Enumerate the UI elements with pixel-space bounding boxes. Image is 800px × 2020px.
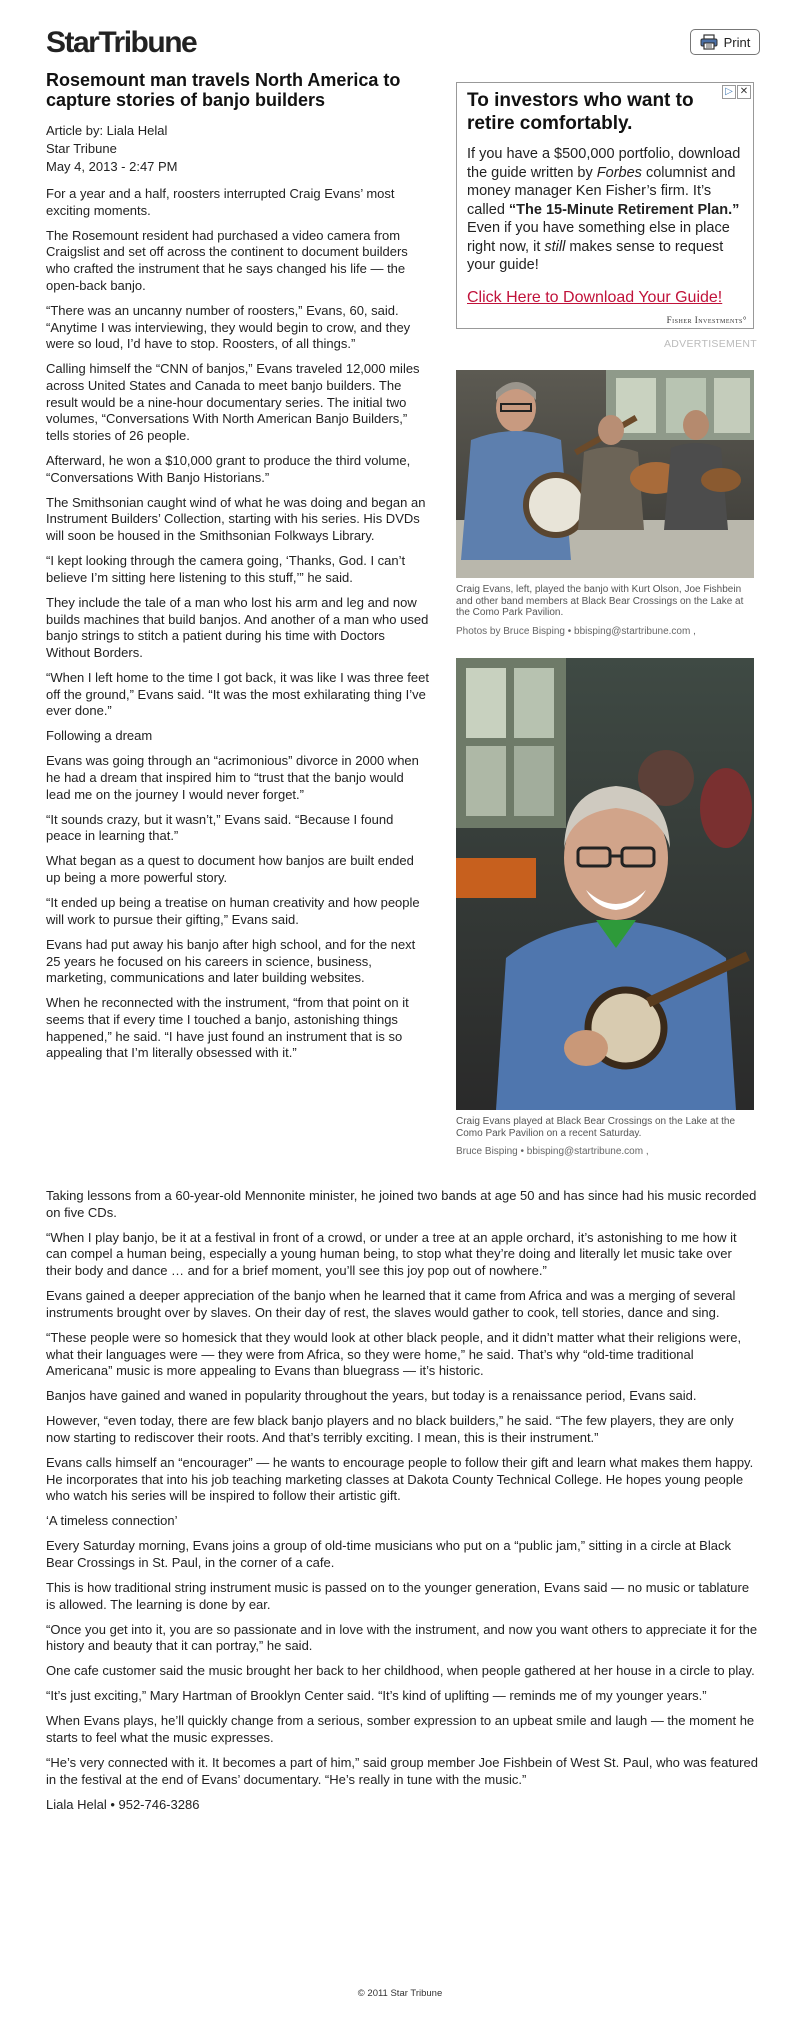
article-headline: Rosemount man travels North America to capture stories of banjo builders xyxy=(46,70,401,110)
ad-body-text: columnist and money manager Ken Fisher’s firm. It’s called xyxy=(467,164,736,218)
article-paragraph: “It sounds crazy, but it wasn’t,” Evans said. “Because I found peace in learning that.” xyxy=(46,811,394,844)
startribune-logo[interactable]: StarTribune xyxy=(46,26,197,59)
byline xyxy=(46,122,178,176)
close-icon[interactable]: ✕ xyxy=(737,85,751,99)
article-paragraph: When he reconnected with the instrument, “from that point on it seems that if every time I touched a banjo, astonishing things happened,” he said. “I have just found an instrument that is so appealing that I’m literally obsessed with it.” xyxy=(46,995,409,1061)
ad-info-icon[interactable]: ▷ xyxy=(722,85,736,99)
article-paragraph: Banjos have gained and waned in popularity throughout the years, but today is a renaissance period, Evans said. xyxy=(46,1388,697,1404)
footer-copyright: © 2011 Star Tribune xyxy=(357,1988,443,1999)
ad-body-text: Even if you have something else in place right now, it xyxy=(467,220,730,255)
article-paragraph: “I kept looking through the camera going, ‘Thanks, God. I can’t believe I’m sitting here listening to this stuff,’” he said. xyxy=(46,553,406,585)
article-body-full xyxy=(46,1188,758,1822)
article-paragraph: Calling himself the “CNN of banjos,” Evans traveled 12,000 miles across United States and Canada to meet banjo builders. The result would be a nine-hour documentary series. The initial two volumes, “Conversations With North American Banjo Builders,” tells stories of 26 people. xyxy=(46,361,420,444)
ad-download-link[interactable]: Click Here to Download Your Guide! xyxy=(467,289,723,306)
printer-icon xyxy=(700,34,718,50)
article-paragraph: This is how traditional string instrument music is passed on to the younger generation, Evans said — no music or tablature is allowed. The learning is done by ear. xyxy=(46,1580,750,1612)
article-paragraph: “It’s just exciting,” Mary Hartman of Brooklyn Center said. “It’s kind of uplifting — reminds me of my younger years.” xyxy=(46,1688,707,1704)
portrait-photo[interactable] xyxy=(456,658,754,1110)
article-paragraph: The Rosemount resident had purchased a video camera from Craigslist and set off across the continent to document builders who crafted the instrument that he says changed his life — the open-back banjo. xyxy=(46,227,408,293)
section-subhead: Following a dream xyxy=(46,728,153,744)
article-paragraph: “It ended up being a treatise on human creativity and how people will work to pursue their gifting,” Evans said. xyxy=(46,895,420,927)
advertisement-label: ADVERTISEMENT xyxy=(664,338,757,350)
article-paragraph: “These people were so homesick that they would look at other black people, and it didn’t matter what their religions were, what their languages were — they were from Africa, so they were home,” he said. That’s why “old-time traditional Americana” music is more appealing to Evans than bluegrass — it’s historic. xyxy=(46,1329,742,1379)
article-paragraph: They include the tale of a man who lost his arm and leg and now builds machines that build banjos. And another of a man who used banjo strings to stitch a patient during his time with Doctors Without Borders. xyxy=(46,594,429,660)
ad-body-bold: “The 15-Minute Retirement Plan.” xyxy=(508,201,740,218)
ad-body-italic: still xyxy=(544,238,566,255)
article-body-column xyxy=(46,186,430,1070)
article-paragraph: Evans had put away his banjo after high school, and for the next 25 years he focused on his careers in science, business, marketing, communications and later building websites. xyxy=(46,936,416,986)
article-paragraph: What began as a quest to document how banjos are built ended up being a more powerful story. xyxy=(46,853,414,886)
article-paragraph: Evans gained a deeper appreciation of the banjo when he learned that it came from Africa and was a merging of several instruments brought over by slaves. On their day of rest, the slaves would gather to cook, tell stories, dance and sing. xyxy=(46,1288,736,1320)
article-paragraph: Every Saturday morning, Evans joins a group of old-time musicians who put on a “public jam,” sitting in a circle at Black Bear Crossings in St. Paul, in the corner of a cafe. xyxy=(46,1538,731,1571)
ad-body-text: If you have a $500,000 portfolio, download the guide written by xyxy=(467,146,741,181)
byline-source: Star Tribune xyxy=(46,141,117,156)
ad-body xyxy=(467,145,747,275)
byline-date: May 4, 2013 - 2:47 PM xyxy=(46,159,178,174)
article-paragraph: For a year and a half, roosters interrupted Craig Evans’ most exciting moments. xyxy=(46,186,395,218)
article-paragraph: The Smithsonian caught wind of what he was doing and began an Instrument Builders’ Collection, starting with his series. His DVDs will soon be housed in the Smithsonian Folkways Library. xyxy=(46,494,426,544)
band-photo[interactable] xyxy=(456,370,754,578)
ad-body-italic: Forbes xyxy=(596,164,642,181)
article-paragraph: Taking lessons from a 60-year-old Mennonite minister, he joined two bands at age 50 and has since had his music recorded on five CDs. xyxy=(46,1188,757,1220)
ad-brand-logo: Fisher Investments° xyxy=(666,315,747,325)
photo-credit: Photos by Bruce Bisping • bbisping@startribune.com , xyxy=(456,626,696,637)
photo-caption: Craig Evans, left, played the banjo with Kurt Olson, Joe Fishbein and other band members at Black Bear Crossings on the Lake at the Como Park Pavilion. xyxy=(456,584,744,618)
article-paragraph: One cafe customer said the music brought her back to her childhood, when people gathered at her house in a circle to play. xyxy=(46,1663,755,1679)
article-paragraph: Evans was going through an “acrimonious” divorce in 2000 when he had a dream that inspired him to “trust that the banjo would lead me on the journey I would never forget.” xyxy=(46,753,419,802)
article-paragraph: Evans calls himself an “encourager” — he wants to encourage people to follow their gift and learn what makes them happy. He incorporates that into his job teaching marketing classes at Dakota County Technical College. He hopes young people who watch his series will be inspired to follow their artistic gift. xyxy=(46,1454,754,1504)
byline-author: Article by: Liala Helal xyxy=(46,123,168,138)
advertisement-box[interactable] xyxy=(456,82,754,329)
photo-caption: Craig Evans played at Black Bear Crossings on the Lake at the Como Park Pavilion on a recent Saturday. xyxy=(456,1116,736,1139)
ad-headline: To investors who want to retire comfortably. xyxy=(467,90,694,134)
ad-body-text: makes sense to request your guide! xyxy=(467,238,724,273)
print-label: Print xyxy=(723,34,751,50)
photo-credit: Bruce Bisping • bbisping@startribune.com , xyxy=(456,1146,649,1157)
article-paragraph: “When I play banjo, be it at a festival in front of a crowd, or under a tree at an apple orchard, it’s astonishing to me how it can compel a human being, especially a young human being, to stop what they’re doing and literally let music take over their body and dance … and for a brief moment, you’ll see this joy pop out of nowhere.” xyxy=(46,1229,737,1279)
article-paragraph: “Once you get into it, you are so passionate and in love with the instrument, and now you want others to appreciate it for the history and beauty that it can portray,” he said. xyxy=(46,1621,758,1654)
section-subhead: ‘A timeless connection’ xyxy=(46,1513,178,1529)
article-paragraph: “There was an uncanny number of roosters,” Evans, 60, said. “Anytime I was interviewing, they would begin to crow, and they were so loud, I’d have to stop. Roosters, of all things.” xyxy=(46,302,411,352)
article-paragraph: Afterward, he won a $10,000 grant to produce the third volume, “Conversations With Banjo Historians.” xyxy=(46,453,411,485)
article-paragraph: “When I left home to the time I got back, it was like I was three feet off the ground,” Evans said. “It was the most exhilarating thing I’ve ever done.” xyxy=(46,669,429,719)
article-paragraph: However, “even today, there are few black banjo players and no black builders,” he said. “The few players, they are only now starting to rediscover their roots. And that’s terribly exciting. I mean, this is their instrument.” xyxy=(46,1413,734,1445)
article-paragraph: When Evans plays, he’ll quickly change from a serious, somber expression to an upbeat smile and laugh — the moment he starts to feel what the music expresses. xyxy=(46,1713,755,1746)
article-paragraph: “He’s very connected with it. It becomes a part of him,” said group member Joe Fishbein of West St. Paul, who was featured in the festival at the end of Evans’ documentary. “He’s really in tune with the music.” xyxy=(46,1755,758,1787)
print-button[interactable] xyxy=(690,29,760,55)
reporter-contact: Liala Helal • 952-746-3286 xyxy=(46,1796,200,1812)
